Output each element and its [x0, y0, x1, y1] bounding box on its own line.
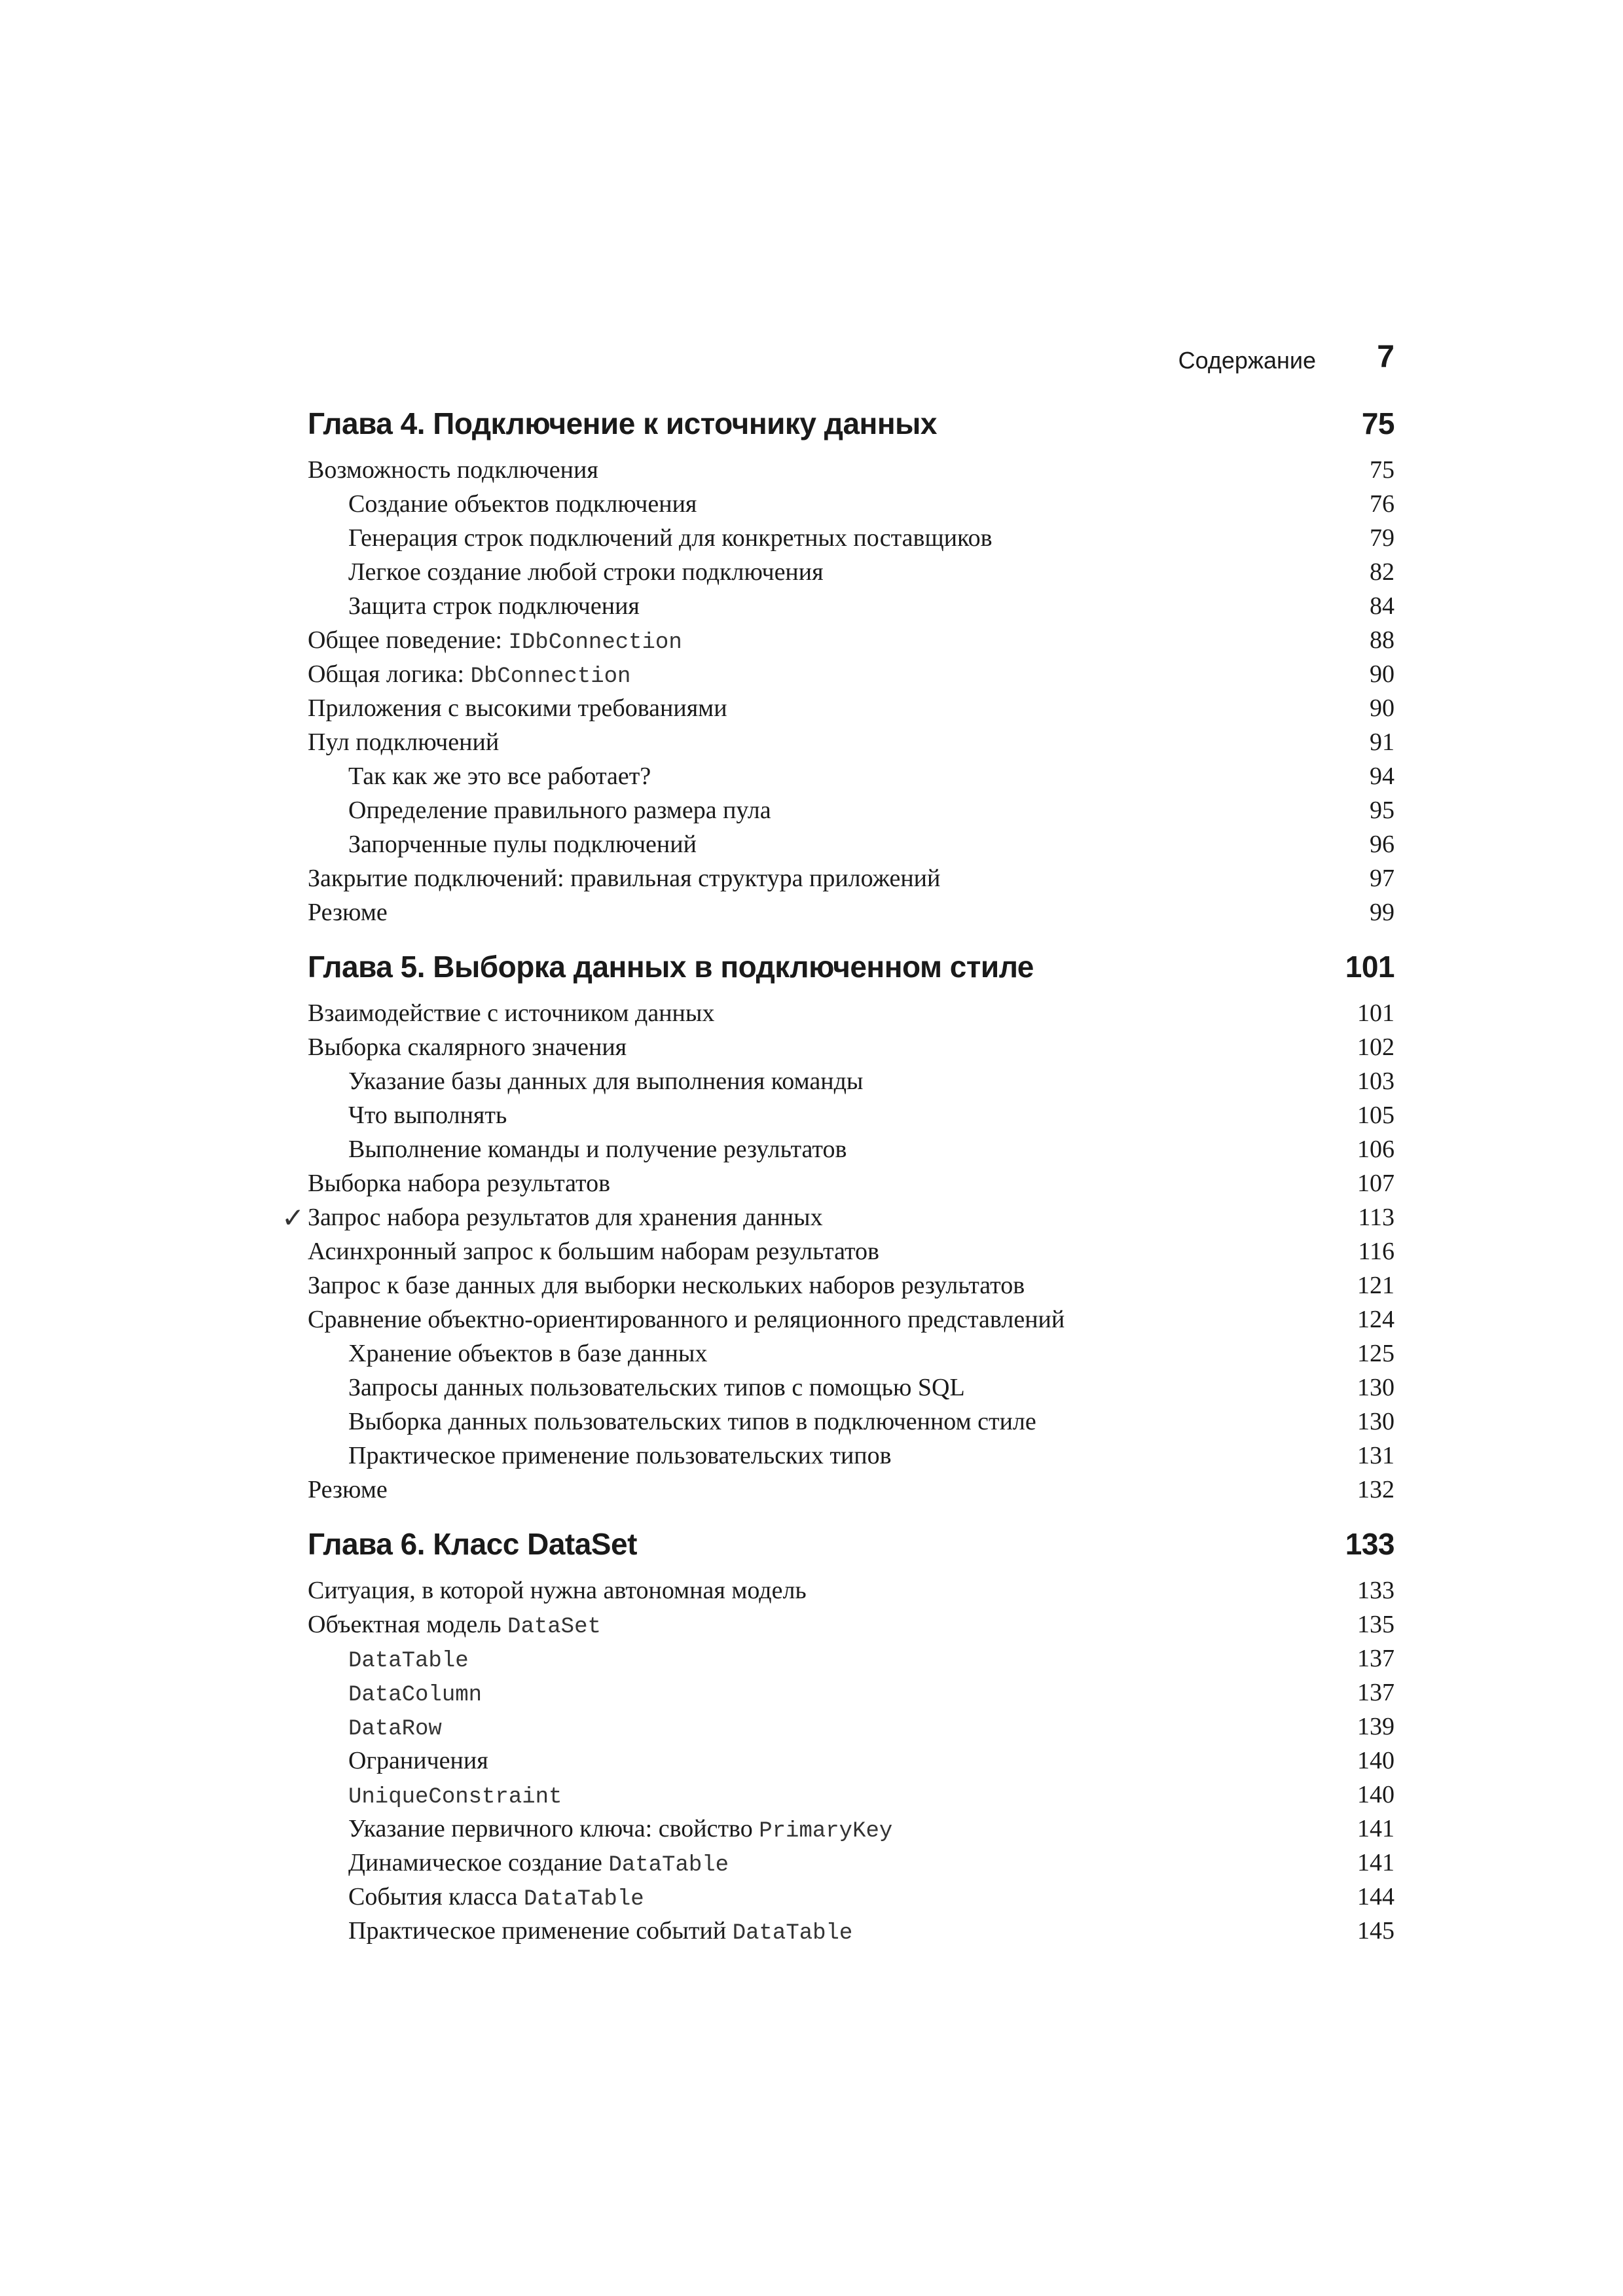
toc-entry [308, 861, 1395, 895]
toc-entry-page-number: 116 [1358, 1238, 1395, 1265]
toc-entry-code: UniqueConstraint [348, 1785, 562, 1810]
toc-entry-text: Ситуация, в которой нужна автономная модель [308, 1577, 807, 1604]
toc-entry-page-number: 97 [1370, 865, 1395, 892]
toc-entry-text: Выборка данных пользовательских типов в подключенном стиле [348, 1408, 1036, 1435]
toc-entry [308, 1573, 1395, 1607]
toc-entry-title [308, 1200, 823, 1234]
chapter-title: Глава 4. Подключение к источнику данных [308, 406, 937, 440]
toc-entry [308, 1607, 1395, 1641]
toc-entry [308, 1744, 1395, 1778]
chapter-title: Глава 5. Выборка данных в подключенном стиле [308, 950, 1034, 984]
chapter-heading [308, 949, 1395, 984]
toc-entry-page-number: 94 [1370, 762, 1395, 790]
toc-entry-title [308, 1132, 847, 1166]
toc-entry-text: Сравнение объектно-ориентированного и реляционного представлений [308, 1306, 1065, 1333]
toc-entry-title [308, 657, 630, 694]
toc-entry-title [308, 1098, 507, 1132]
toc-entry-page-number: 113 [1358, 1204, 1395, 1231]
toc-entry-text: Выполнение команды и получение результатов [348, 1136, 847, 1163]
toc-entry-text: События класса [348, 1883, 524, 1910]
toc-entry-page-number: 91 [1370, 728, 1395, 756]
toc-entry-page-number: 137 [1357, 1645, 1395, 1672]
toc-entry [308, 725, 1395, 759]
toc-entry [308, 1473, 1395, 1507]
toc-entry-title [308, 1744, 488, 1778]
toc-entry [308, 1371, 1395, 1405]
running-head-title: Содержание [1178, 347, 1316, 374]
toc-entry-text: Общая логика: [308, 660, 471, 688]
toc-entry [308, 1302, 1395, 1336]
toc-entry [308, 1064, 1395, 1098]
chapter-title: Глава 6. Класс DataSet [308, 1527, 637, 1561]
toc-entry-title [308, 1607, 601, 1644]
toc-entry [308, 487, 1395, 521]
chapter-heading [308, 1526, 1395, 1562]
toc-entry-title [308, 1573, 807, 1607]
toc-entry-page-number: 139 [1357, 1713, 1395, 1740]
toc-entry-code: DataRow [348, 1717, 442, 1742]
running-head [308, 327, 1395, 380]
toc-entry-page-number: 141 [1357, 1815, 1395, 1842]
toc-entry-text: Защита строк подключения [348, 592, 640, 620]
toc-entry-page-number: 84 [1370, 592, 1395, 620]
toc-entry-page-number: 82 [1370, 558, 1395, 586]
toc-entry [308, 453, 1395, 487]
toc-entry-title [308, 1778, 562, 1814]
toc-entry-text: Пул подключений [308, 728, 500, 756]
toc-entry [308, 1268, 1395, 1302]
toc-entry-page-number: 132 [1357, 1476, 1395, 1503]
chapter-heading [308, 406, 1395, 441]
toc-entry-page-number: 131 [1357, 1442, 1395, 1469]
toc-entry-text: Приложения с высокими требованиями [308, 694, 727, 722]
chapter-page-number: 133 [1345, 1527, 1395, 1561]
toc-page [308, 327, 1395, 1948]
toc-entry-code: DataTable [524, 1887, 644, 1912]
toc-entry-text: Определение правильного размера пула [348, 797, 771, 824]
toc-entry-page-number: 103 [1357, 1067, 1395, 1095]
toc-entry-title [308, 555, 824, 589]
toc-entry-title [308, 725, 499, 759]
toc-entry-page-number: 102 [1357, 1033, 1395, 1061]
toc-entry-title [308, 1030, 627, 1064]
toc-entry-text: Указание базы данных для выполнения команды [348, 1067, 864, 1095]
toc-entry-text: Взаимодействие с источником данных [308, 999, 715, 1027]
toc-entry-text: Динамическое создание [348, 1849, 609, 1876]
toc-entry-title [308, 895, 388, 929]
toc-entry-page-number: 76 [1370, 490, 1395, 518]
toc-entry-title [308, 453, 598, 487]
toc-entry-text: Генерация строк подключений для конкретных поставщиков [348, 524, 993, 552]
toc-entry-page-number: 140 [1357, 1747, 1395, 1774]
toc-entry-page-number: 135 [1357, 1611, 1395, 1638]
toc-entry-title [308, 1914, 852, 1950]
toc-entry-page-number: 79 [1370, 524, 1395, 552]
toc-entry-title [308, 521, 993, 555]
toc-entry [308, 1030, 1395, 1064]
handwritten-check-icon: ✓ [282, 1202, 305, 1234]
toc-entry-title [308, 996, 714, 1030]
toc-entry-page-number: 105 [1357, 1102, 1395, 1129]
toc-entry [308, 555, 1395, 589]
toc-entry [308, 827, 1395, 861]
toc-entry-title [308, 1676, 482, 1712]
toc-entry-title [308, 827, 697, 861]
toc-entry-text: Асинхронный запрос к большим наборам результатов [308, 1238, 879, 1265]
toc-entry-page-number: 130 [1357, 1408, 1395, 1435]
toc-entry [308, 895, 1395, 929]
toc-entry-title [308, 1371, 965, 1405]
toc-entry [308, 996, 1395, 1030]
toc-entry-page-number: 107 [1357, 1170, 1395, 1197]
toc-entry [308, 589, 1395, 623]
toc-entry-text: Запрос набора результатов для хранения данных [308, 1204, 823, 1231]
toc-entry-page-number: 101 [1357, 999, 1395, 1027]
toc-entry [308, 1778, 1395, 1812]
toc-entry-text: Практическое применение событий [348, 1917, 733, 1945]
toc-entry-page-number: 75 [1370, 456, 1395, 484]
toc-entry-page-number: 88 [1370, 626, 1395, 654]
toc-entry-title [308, 1302, 1065, 1336]
toc-entry [308, 521, 1395, 555]
toc-entry-text: Создание объектов подключения [348, 490, 697, 518]
toc-entry [308, 1439, 1395, 1473]
toc-entry-code: DbConnection [470, 664, 631, 689]
toc-entry-title [308, 1880, 644, 1916]
toc-entry-text: Так как же это все работает? [348, 762, 651, 790]
toc-entry [308, 1234, 1395, 1268]
toc-entry-text: Ограничения [348, 1747, 488, 1774]
toc-entry [308, 1710, 1395, 1744]
toc-entry-page-number: 90 [1370, 660, 1395, 688]
chapter-entries [308, 996, 1395, 1507]
toc-entry-code: PrimaryKey [759, 1819, 893, 1844]
toc-entry-text: Хранение объектов в базе данных [348, 1340, 708, 1367]
toc-entry [308, 691, 1395, 725]
toc-entry-page-number: 141 [1357, 1849, 1395, 1876]
toc-entry-text: Выборка скалярного значения [308, 1033, 627, 1061]
toc-entry-text: Запросы данных пользовательских типов с помощью SQL [348, 1374, 965, 1401]
toc-entry-text: Выборка набора результатов [308, 1170, 611, 1197]
toc-entry-code: DataSet [507, 1615, 601, 1640]
toc-entry [308, 1336, 1395, 1371]
toc-entry [308, 793, 1395, 827]
toc-entry-text: Запорченные пулы подключений [348, 831, 697, 858]
toc-entry-page-number: 95 [1370, 797, 1395, 824]
chapter-page-number: 101 [1345, 950, 1395, 984]
toc-entry-text: Резюме [308, 899, 388, 926]
toc-entry-code: DataColumn [348, 1683, 483, 1708]
toc-entry-page-number: 124 [1357, 1306, 1395, 1333]
table-of-contents [308, 406, 1395, 1948]
toc-entry-code: IDbConnection [508, 630, 682, 655]
toc-entry-code: DataTable [732, 1921, 853, 1946]
toc-entry-title [308, 1336, 707, 1371]
toc-entry [308, 1405, 1395, 1439]
toc-entry-page-number: 96 [1370, 831, 1395, 858]
toc-entry-title [308, 1710, 442, 1746]
toc-entry-text: Практическое применение пользовательских типов [348, 1442, 892, 1469]
chapter-entries [308, 1573, 1395, 1948]
toc-entry [308, 1098, 1395, 1132]
toc-entry-page-number: 144 [1357, 1883, 1395, 1910]
toc-entry-page-number: 140 [1357, 1781, 1395, 1808]
toc-entry-page-number: 125 [1357, 1340, 1395, 1367]
toc-entry-title [308, 1641, 469, 1678]
toc-entry-title [308, 623, 682, 660]
toc-entry-page-number: 90 [1370, 694, 1395, 722]
toc-entry-text: Общее поведение: [308, 626, 509, 654]
toc-entry-text: Что выполнять [348, 1102, 507, 1129]
toc-entry-text: Легкое создание любой строки подключения [348, 558, 824, 586]
toc-entry [308, 1914, 1395, 1948]
toc-entry-title [308, 861, 940, 895]
toc-entry-title [308, 1473, 388, 1507]
toc-entry-title [308, 1268, 1025, 1302]
toc-entry-title [308, 1846, 729, 1882]
toc-entry-title [308, 589, 640, 623]
chapter-entries [308, 453, 1395, 929]
toc-entry-text: Объектная модель [308, 1611, 508, 1638]
toc-entry [308, 1846, 1395, 1880]
toc-entry [308, 1166, 1395, 1200]
toc-entry [308, 623, 1395, 657]
toc-entry-text: Возможность подключения [308, 456, 598, 484]
toc-entry-page-number: 145 [1357, 1917, 1395, 1945]
toc-entry-page-number: 121 [1357, 1272, 1395, 1299]
toc-entry-text: Закрытие подключений: правильная структура приложений [308, 865, 941, 892]
toc-entry-page-number: 99 [1370, 899, 1395, 926]
toc-entry-title [308, 1439, 892, 1473]
toc-entry-title [308, 793, 771, 827]
toc-entry-text: Запрос к базе данных для выборки нескольких наборов результатов [308, 1272, 1025, 1299]
toc-entry-title [308, 759, 651, 793]
toc-entry [308, 1676, 1395, 1710]
toc-entry-code: DataTable [348, 1649, 469, 1674]
toc-entry [308, 657, 1395, 691]
toc-entry-page-number: 133 [1357, 1577, 1395, 1604]
toc-entry-title [308, 487, 697, 521]
toc-entry [308, 759, 1395, 793]
toc-entry-title [308, 1812, 892, 1848]
toc-entry-title [308, 1064, 863, 1098]
toc-entry-text: Резюме [308, 1476, 388, 1503]
toc-entry-text: Указание первичного ключа: свойство [348, 1815, 759, 1842]
toc-entry [308, 1132, 1395, 1166]
toc-entry [308, 1641, 1395, 1676]
toc-entry-page-number: 130 [1357, 1374, 1395, 1401]
toc-entry-title [308, 1405, 1036, 1439]
toc-entry-page-number: 106 [1357, 1136, 1395, 1163]
toc-entry-title [308, 691, 727, 725]
running-head-page-number: 7 [1377, 340, 1395, 374]
toc-entry [308, 1880, 1395, 1914]
toc-entry-title [308, 1166, 610, 1200]
toc-entry-page-number: 137 [1357, 1679, 1395, 1706]
toc-entry [308, 1812, 1395, 1846]
toc-entry-title [308, 1234, 879, 1268]
toc-entry-code: DataTable [608, 1853, 729, 1878]
toc-entry [308, 1200, 1395, 1234]
chapter-page-number: 75 [1361, 406, 1395, 440]
